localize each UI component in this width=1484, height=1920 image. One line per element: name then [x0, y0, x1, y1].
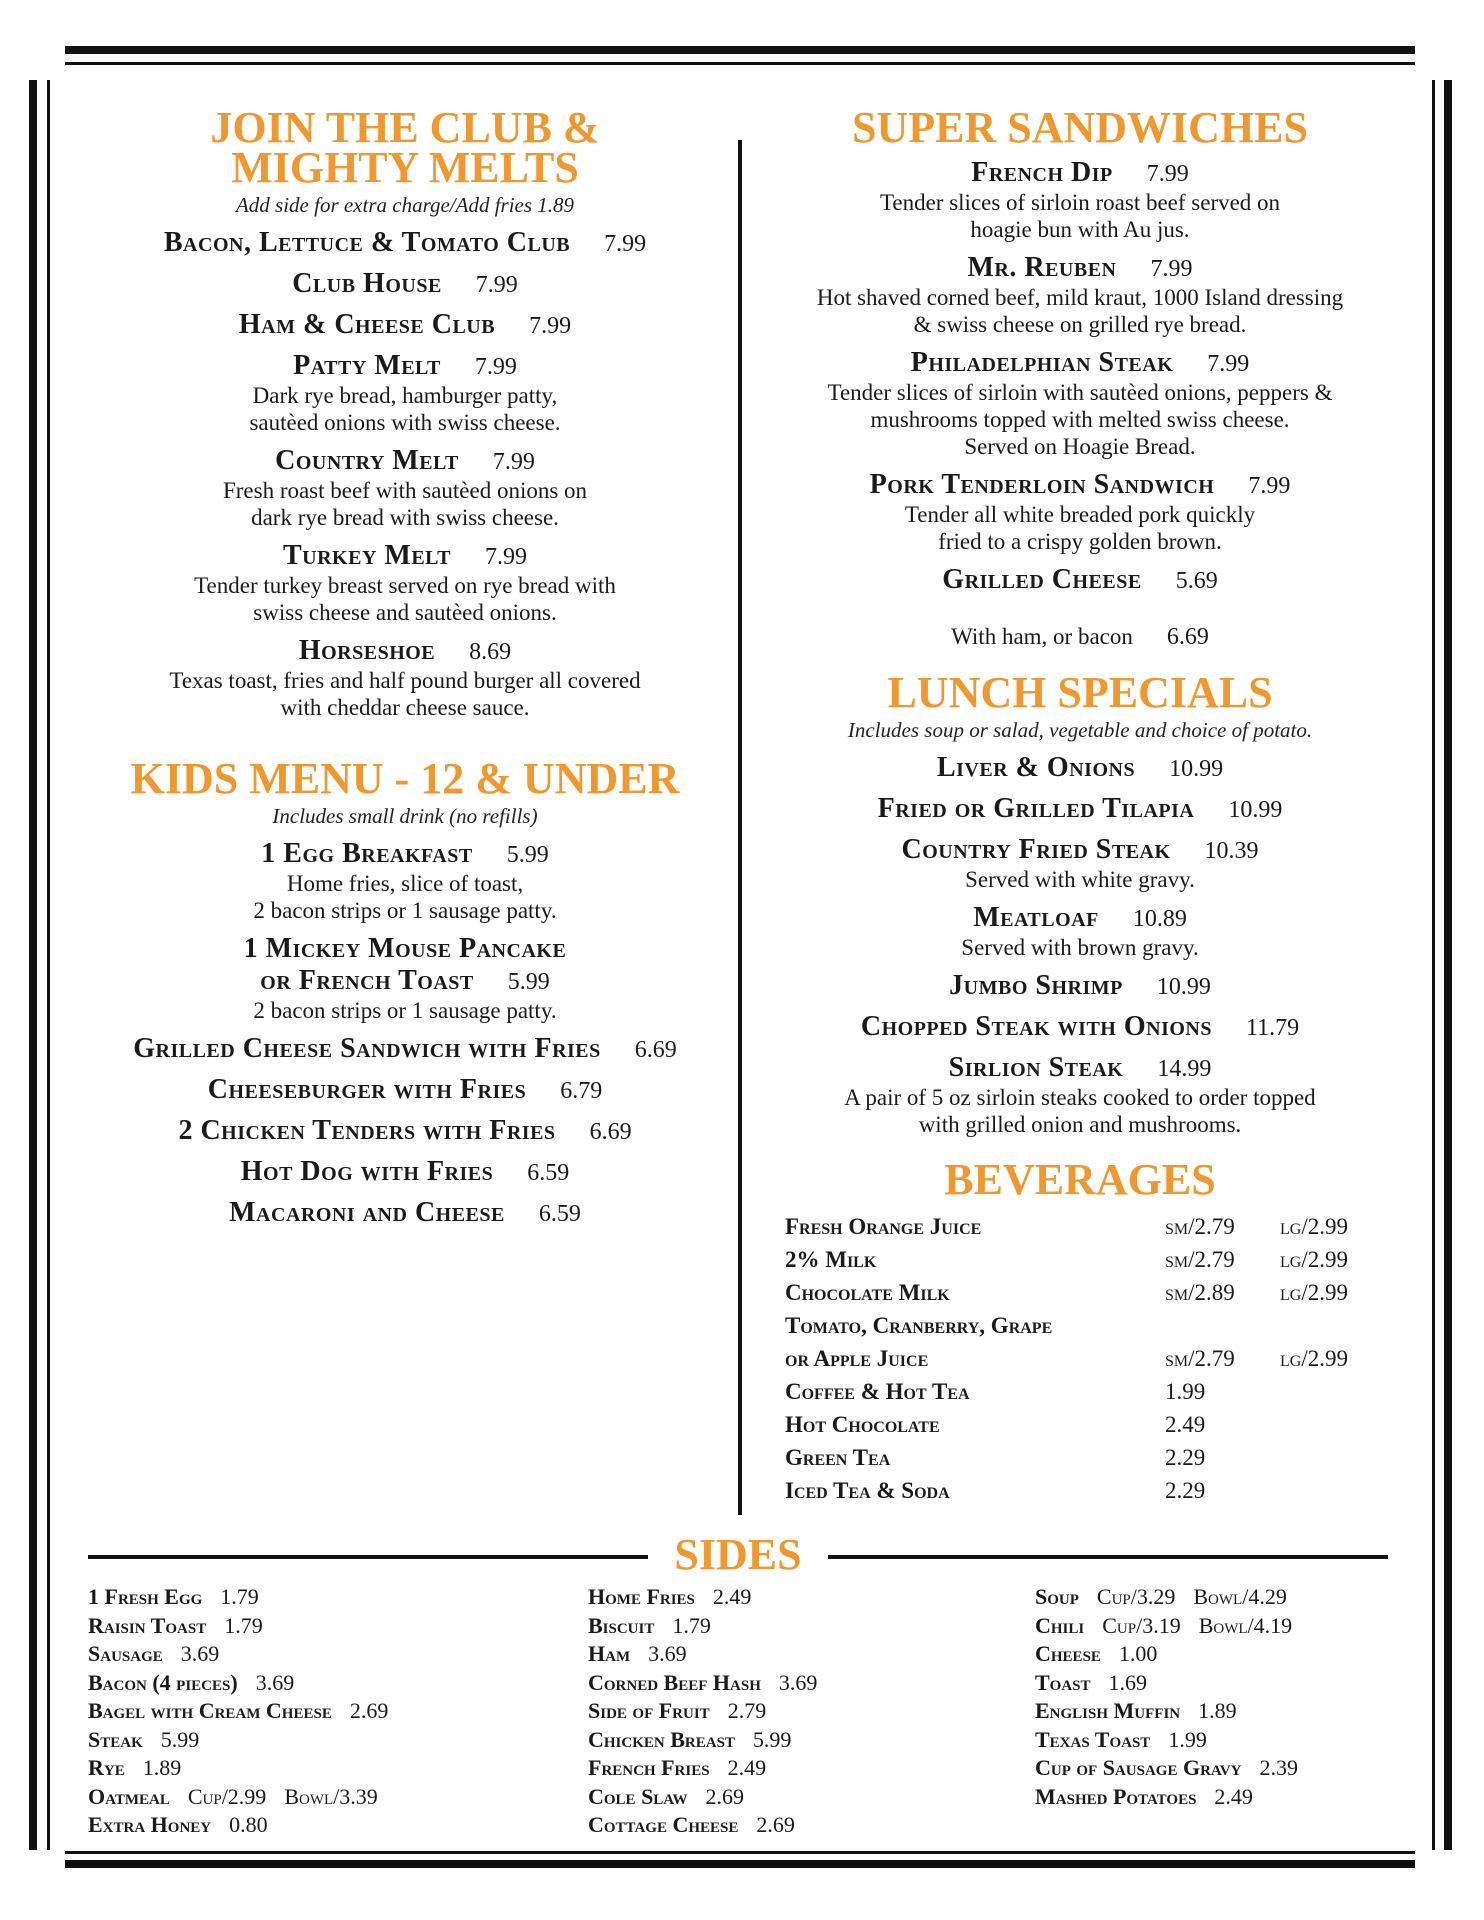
sides-header	[88, 1530, 1388, 1579]
menu-item	[80, 966, 730, 1024]
side-item	[588, 1783, 817, 1812]
sides-column-2	[588, 1583, 817, 1840]
menu-item	[80, 1198, 730, 1229]
right-border-thick	[1444, 80, 1452, 1850]
menu-item	[80, 446, 730, 531]
menu-item-price: 7.99	[1248, 473, 1291, 499]
menu-item-name: Fried or Grilled Tilapia	[877, 793, 1195, 824]
menu-item-name: 1 Egg Breakfast	[261, 838, 473, 869]
side-price: 3.69	[778, 1669, 818, 1695]
beverage-large-price: lg/2.99	[1280, 1247, 1348, 1272]
menu-item-line	[80, 636, 730, 667]
beverage-large-price: lg/2.99	[1280, 1214, 1348, 1239]
menu-item-name: Mr. Reuben	[967, 252, 1117, 283]
side-name: Soup	[1035, 1584, 1079, 1609]
menu-item-line	[745, 253, 1415, 284]
menu-item-line	[745, 835, 1415, 866]
menu-item-line	[80, 269, 730, 300]
menu-item-price: 10.39	[1204, 838, 1259, 864]
menu-item-line	[745, 794, 1415, 825]
menu-item	[745, 753, 1415, 784]
menu-item-description: Hot shaved corned beef, mild kraut, 1000 Island dressing & swiss cheese on grilled rye bread.	[816, 285, 1344, 337]
side-item	[588, 1612, 817, 1641]
side-name: Raisin Toast	[88, 1612, 207, 1638]
menu-item	[745, 253, 1415, 338]
menu-item-line	[80, 1198, 730, 1229]
menu-item-price: 5.99	[506, 842, 549, 868]
beverage-name: Chocolate Milk	[785, 1280, 950, 1305]
beverage-row	[785, 1441, 1415, 1474]
side-item	[588, 1669, 817, 1698]
side-price: 3.69	[180, 1641, 220, 1666]
beverage-name: Hot Chocolate	[785, 1412, 940, 1437]
side-price: 2.69	[756, 1812, 795, 1837]
menu-item-line	[80, 228, 730, 259]
side-price: 1.89	[1198, 1698, 1237, 1723]
menu-item-name: Meatloaf	[973, 902, 1099, 933]
menu-item	[80, 636, 730, 721]
menu-item-price: 10.89	[1132, 906, 1187, 932]
side-price: Cup/2.99	[187, 1783, 267, 1809]
menu-item	[745, 158, 1415, 243]
menu-item-line	[80, 310, 730, 341]
menu-item-name: French Dip	[971, 157, 1113, 188]
side-price: 3.69	[648, 1641, 687, 1666]
side-price: 5.99	[752, 1726, 792, 1752]
beverage-name: Green Tea	[785, 1445, 891, 1470]
side-name: Chicken Breast	[588, 1726, 735, 1752]
sandwiches-title: SUPER SANDWICHES	[852, 103, 1308, 152]
side-name: Home Fries	[588, 1584, 695, 1609]
side-item	[88, 1726, 388, 1755]
sides-title: SIDES	[674, 1530, 802, 1579]
side-price: 1.00	[1118, 1641, 1158, 1666]
side-name: Bagel with Cream Cheese	[88, 1698, 332, 1723]
menu-item	[745, 1053, 1415, 1138]
side-item	[88, 1783, 388, 1812]
menu-item-line	[80, 351, 730, 382]
menu-item-line	[80, 1034, 730, 1065]
menu-item	[80, 1034, 730, 1065]
side-name: Cottage Cheese	[588, 1812, 739, 1837]
menu-item-description: Tender slices of sirloin with sautèed onions, peppers & mushrooms topped with melted swiss cheese. Served on Hoagie Bread.	[827, 380, 1333, 459]
side-name: Texas Toast	[1035, 1726, 1151, 1752]
side-name: Oatmeal	[88, 1783, 170, 1809]
side-name: English Muffin	[1035, 1698, 1181, 1723]
menu-item	[745, 1012, 1415, 1043]
menu-item-line	[80, 839, 730, 870]
menu-item-name: Sirlion Steak	[948, 1052, 1124, 1083]
menu-item-price: 7.99	[1150, 256, 1193, 282]
menu-item-price: 6.59	[527, 1160, 570, 1186]
kids-items	[80, 839, 730, 1229]
club-title: JOIN THE CLUB & MIGHTY MELTS	[210, 103, 600, 192]
beverage-row	[785, 1408, 1415, 1441]
side-item	[1035, 1640, 1298, 1669]
side-price: 2.69	[349, 1698, 389, 1723]
menu-item-description: Served with white gravy.	[965, 867, 1195, 892]
beverage-large-price	[1280, 1309, 1380, 1342]
menu-item-line	[80, 446, 730, 477]
menu-item-name: 1 Mickey Mouse Pancake	[243, 933, 567, 964]
menu-item-price: 7.99	[485, 544, 527, 570]
menu-item-description: Served with brown gravy.	[961, 935, 1199, 960]
menu-item-price: 7.99	[604, 231, 647, 257]
menu-item-line	[745, 565, 1415, 596]
side-name: Cheese	[1035, 1641, 1101, 1666]
side-name: Cole Slaw	[588, 1783, 688, 1809]
side-item	[588, 1754, 817, 1783]
menu-item	[745, 903, 1415, 961]
menu-item-name: Philadelphian Steak	[910, 347, 1174, 378]
beverage-large-price	[1280, 1375, 1380, 1408]
menu-item-name: Horseshoe	[298, 635, 436, 666]
side-name: Sausage	[88, 1641, 163, 1666]
side-price: 1.79	[224, 1612, 263, 1638]
side-item	[1035, 1783, 1298, 1812]
menu-item-price: 7.99	[474, 354, 517, 380]
menu-item-description: Tender slices of sirloin roast beef served on hoagie bun with Au jus.	[879, 190, 1281, 242]
menu-item-price: 7.99	[475, 272, 518, 298]
side-item	[1035, 1754, 1298, 1783]
menu-item-line	[80, 1075, 730, 1106]
menu-item	[80, 310, 730, 341]
beverages-section	[745, 1155, 1415, 1507]
side-name: Toast	[1035, 1669, 1091, 1695]
menu-item-description: 2 bacon strips or 1 sausage patty.	[253, 998, 557, 1023]
kids-section	[80, 754, 730, 1229]
menu-item-price: 10.99	[1156, 974, 1211, 1000]
beverage-small-price: 2.49	[1165, 1412, 1206, 1437]
side-name: French Fries	[588, 1755, 710, 1780]
side-item	[88, 1640, 388, 1669]
side-extra-price: Bowl/4.29	[1193, 1584, 1287, 1609]
lunch-title: LUNCH SPECIALS	[887, 668, 1273, 717]
menu-item-description: Home fries, slice of toast, 2 bacon strips or 1 sausage patty.	[253, 871, 557, 923]
beverage-row	[785, 1276, 1415, 1309]
menu-item-line	[80, 1116, 730, 1147]
menu-item-price: 10.99	[1228, 797, 1283, 823]
beverage-large-price	[1280, 1441, 1380, 1474]
menu-item-price: 14.99	[1157, 1056, 1212, 1082]
beverage-row	[785, 1309, 1415, 1342]
side-item	[88, 1612, 388, 1641]
lunch-items	[745, 753, 1415, 1138]
menu-item-description: Dark rye bread, hamburger patty, sautèed onions with swiss cheese.	[249, 383, 561, 435]
menu-item-line	[745, 1053, 1415, 1084]
menu-item	[80, 1116, 730, 1147]
side-price: Cup/3.29	[1096, 1584, 1176, 1609]
menu-item-price: 6.69	[589, 1119, 632, 1145]
beverage-name: or Apple Juice	[785, 1346, 929, 1371]
side-price: 2.49	[712, 1584, 752, 1609]
kids-title: KIDS MENU - 12 & UNDER	[130, 754, 680, 803]
menu-item-name: Cheeseburger with Fries	[207, 1074, 527, 1105]
menu-item-line	[745, 348, 1415, 379]
beverage-small-price: sm/2.79	[1165, 1346, 1235, 1371]
menu-item-price: 7.99	[529, 313, 572, 339]
beverage-row	[785, 1210, 1415, 1243]
menu-item-name: Chopped Steak with Onions	[860, 1011, 1212, 1042]
side-item	[88, 1754, 388, 1783]
club-items	[80, 228, 730, 721]
menu-item	[80, 269, 730, 300]
side-name: Mashed Potatoes	[1035, 1783, 1197, 1809]
top-border-thick	[65, 46, 1415, 54]
beverages-table	[785, 1210, 1415, 1507]
menu-item	[745, 971, 1415, 1002]
side-item	[88, 1697, 388, 1726]
side-name: Rye	[88, 1755, 125, 1780]
side-name: Ham	[588, 1641, 631, 1666]
right-column	[745, 103, 1415, 1507]
menu-item-line	[745, 158, 1415, 189]
sides-rule-right	[828, 1555, 1388, 1559]
side-price: 2.79	[727, 1698, 767, 1723]
lunch-note: Includes soup or salad, vegetable and choice of potato.	[847, 718, 1313, 742]
menu-item	[745, 835, 1415, 893]
menu-item-line	[80, 541, 730, 572]
lunch-section	[745, 668, 1415, 1138]
menu-item	[745, 794, 1415, 825]
side-price: 2.49	[727, 1755, 767, 1780]
side-price: 2.39	[1259, 1755, 1298, 1780]
menu-item-name: Turkey Melt	[282, 540, 451, 571]
side-item	[588, 1726, 817, 1755]
menu-item-line	[745, 971, 1415, 1002]
menu-item-name: or French Toast	[260, 965, 474, 996]
kids-note: Includes small drink (no refills)	[272, 804, 538, 828]
side-price: 1.69	[1108, 1669, 1148, 1695]
menu-item-name: Country Melt	[275, 445, 459, 476]
menu-item-price: 6.79	[560, 1078, 603, 1104]
side-name: Steak	[88, 1726, 143, 1752]
menu-item	[80, 351, 730, 436]
side-extra-price: Bowl/3.39	[284, 1783, 378, 1809]
menu-item-name: Liver & Onions	[936, 752, 1136, 783]
menu-item-line	[80, 934, 730, 964]
side-item	[1035, 1612, 1298, 1641]
side-item	[588, 1583, 817, 1612]
side-name: Cup of Sausage Gravy	[1035, 1755, 1242, 1780]
beverage-small-price	[1165, 1309, 1280, 1342]
menu-item-line	[745, 753, 1415, 784]
side-name: 1 Fresh Egg	[88, 1584, 203, 1609]
beverage-small-price: sm/2.79	[1165, 1247, 1235, 1272]
side-name: Extra Honey	[88, 1812, 212, 1837]
menu-item-price: 5.99	[507, 969, 550, 995]
side-item	[588, 1697, 817, 1726]
side-name: Chili	[1035, 1612, 1085, 1638]
menu-item-price: 11.79	[1246, 1015, 1300, 1041]
beverage-row	[785, 1342, 1415, 1375]
beverage-large-price	[1280, 1474, 1380, 1507]
side-name: Biscuit	[588, 1612, 655, 1638]
side-name: Corned Beef Hash	[588, 1669, 761, 1695]
side-extra-price: Bowl/4.19	[1198, 1612, 1293, 1638]
side-price: Cup/3.19	[1102, 1612, 1181, 1638]
grilled-extra-price: 6.69	[1166, 624, 1209, 650]
menu-item-name: Patty Melt	[293, 350, 441, 381]
side-price: 5.99	[160, 1726, 200, 1752]
beverage-small-price: 1.99	[1165, 1379, 1206, 1404]
sides-column-3	[1035, 1583, 1298, 1811]
menu-item-name: Hot Dog with Fries	[240, 1156, 494, 1187]
menu-item-description: Tender all white breaded pork quickly fried to a crispy golden brown.	[904, 502, 1256, 554]
left-border-thick	[29, 80, 37, 1850]
beverage-small-price: 2.29	[1165, 1478, 1206, 1503]
menu-item-name: Bacon, Lettuce & Tomato Club	[163, 227, 571, 258]
menu-item-line	[745, 903, 1415, 934]
beverage-small-price: 2.29	[1165, 1445, 1206, 1470]
club-section	[80, 103, 730, 721]
menu-item	[745, 348, 1415, 460]
menu-item-line	[80, 966, 730, 997]
side-item	[588, 1640, 817, 1669]
side-price: 1.89	[142, 1755, 182, 1780]
menu-item	[80, 541, 730, 626]
menu-item-name: Grilled Cheese Sandwich with Fries	[133, 1033, 601, 1064]
beverage-row	[785, 1474, 1415, 1507]
menu-item-price: 6.59	[538, 1201, 581, 1227]
menu-item-description: Texas toast, fries and half pound burger all covered with cheddar cheese sauce.	[169, 668, 641, 720]
beverage-large-price	[1280, 1408, 1380, 1441]
right-border-thin	[1432, 80, 1435, 1850]
beverage-small-price: sm/2.79	[1165, 1214, 1235, 1239]
menu-item-name: Ham & Cheese Club	[238, 309, 496, 340]
bottom-border-thick	[65, 1860, 1415, 1868]
side-item	[88, 1811, 388, 1840]
menu-item-line	[745, 470, 1415, 501]
side-item	[88, 1669, 388, 1698]
side-price: 1.99	[1168, 1726, 1207, 1752]
menu-item-name: Macaroni and Cheese	[229, 1197, 505, 1228]
menu-item	[745, 470, 1415, 555]
left-column	[80, 103, 730, 1229]
menu-item-price: 7.99	[492, 449, 535, 475]
beverage-name: 2% Milk	[785, 1247, 877, 1272]
side-item	[588, 1811, 817, 1840]
side-item	[1035, 1697, 1298, 1726]
grilled-extra-text: With ham, or bacon	[951, 624, 1133, 649]
menu-item-name: Country Fried Steak	[901, 834, 1171, 865]
beverage-row	[785, 1375, 1415, 1408]
menu-item-name: Grilled Cheese	[942, 564, 1142, 595]
menu-item	[80, 934, 730, 964]
beverage-name: Fresh Orange Juice	[785, 1214, 982, 1239]
side-price: 1.79	[220, 1584, 259, 1609]
top-border-thin	[65, 62, 1415, 65]
menu-item	[80, 1075, 730, 1106]
beverage-name: Tomato, Cranberry, Grape	[785, 1313, 1053, 1338]
menu-item	[80, 228, 730, 259]
beverage-row	[785, 1243, 1415, 1276]
menu-item-price: 8.69	[469, 639, 512, 665]
club-note: Add side for extra charge/Add fries 1.89	[235, 193, 575, 217]
menu-item-price: 7.99	[1146, 161, 1189, 187]
beverage-name: Iced Tea & Soda	[785, 1478, 950, 1503]
side-name: Bacon (4 pieces)	[88, 1669, 238, 1695]
side-price: 0.80	[229, 1812, 268, 1837]
beverage-small-price: sm/2.89	[1165, 1280, 1235, 1305]
side-name: Side of Fruit	[588, 1698, 710, 1723]
menu-item	[80, 1157, 730, 1188]
menu-item	[80, 839, 730, 924]
side-item	[88, 1583, 388, 1612]
menu-item-line	[80, 1157, 730, 1188]
menu-item-name: Club House	[292, 268, 442, 299]
column-divider	[738, 140, 742, 1515]
sandwich-items	[745, 158, 1415, 596]
grilled-cheese-extra	[745, 596, 1415, 651]
menu-item-name: 2 Chicken Tenders with Fries	[178, 1115, 556, 1146]
sides-column-1	[88, 1583, 388, 1840]
menu-item	[745, 565, 1415, 596]
beverages-title: BEVERAGES	[944, 1155, 1216, 1204]
side-price: 2.69	[705, 1783, 744, 1809]
menu-item-name: Jumbo Shrimp	[949, 970, 1123, 1001]
menu-item-line	[745, 1012, 1415, 1043]
menu-item-price: 7.99	[1207, 351, 1250, 377]
side-item	[1035, 1726, 1298, 1755]
sandwiches-section	[745, 103, 1415, 651]
menu-item-price: 10.99	[1169, 756, 1224, 782]
menu-item-name: Pork Tenderloin Sandwich	[869, 469, 1215, 500]
menu-item-description: Fresh roast beef with sautèed onions on dark rye bread with swiss cheese.	[222, 478, 588, 530]
side-price: 1.79	[672, 1612, 711, 1638]
menu-item-description: A pair of 5 oz sirloin steaks cooked to order topped with grilled onion and mushrooms.	[844, 1085, 1316, 1137]
menu-item-description: Tender turkey breast served on rye bread with swiss cheese and sautèed onions.	[194, 573, 616, 625]
side-price: 2.49	[1214, 1783, 1253, 1809]
menu-item-price: 6.69	[634, 1037, 677, 1063]
side-item	[1035, 1669, 1298, 1698]
beverage-name: Coffee & Hot Tea	[785, 1379, 970, 1404]
beverage-large-price: lg/2.99	[1280, 1346, 1348, 1371]
bottom-border-thin	[65, 1851, 1415, 1854]
left-border-thin	[47, 80, 50, 1850]
menu-item-price: 5.69	[1175, 568, 1218, 594]
beverage-large-price: lg/2.99	[1280, 1280, 1348, 1305]
side-item	[1035, 1583, 1298, 1612]
side-price: 3.69	[255, 1669, 295, 1695]
